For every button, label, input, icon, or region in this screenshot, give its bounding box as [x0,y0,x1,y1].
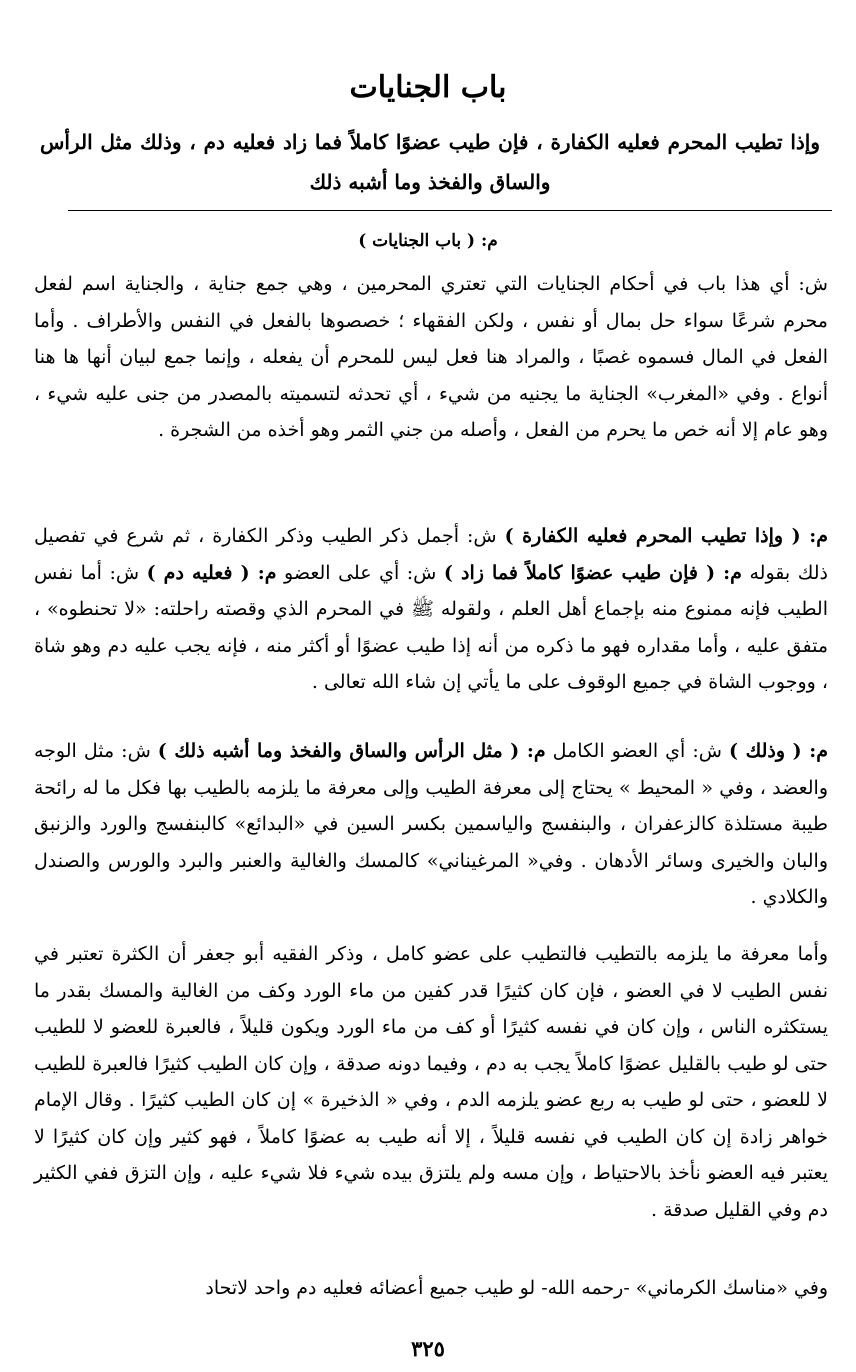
commentary-text: ش: مثل الوجه والعضد ، وفي « المحيط » يحتاج إلى معرفة الطيب وإلى معرفة ما يلزمه بالطيب بها فكل ما له رائحة طيبة مستلذة كالزعفران ، والبنفسج والياسمين بكسر السين في «البدائع» كالبنفسج والورد والزنبق والبان والخيرى وسائر الأدهان . وفي« المرغيناني» كالمسك والغالية والعنبر والبرد والورس والصندل والكلادي . [34,740,828,908]
matn-quote: م: ( فإن طيب عضوًا كاملاً فما زاد ) [443,561,742,584]
commentary-paragraph-5: وفي «مناسك الكرماني» -رحمه الله- لو طيب جميع أعضائه فعليه دم واحد لاتحاد [205,1277,828,1299]
chapter-title: باب الجنايات [349,70,507,105]
matn-quote: م: ( فعليه دم ) [146,561,277,584]
matn-quote: م: ( وذلك ) [729,740,829,762]
commentary-paragraph-3 [34,733,828,916]
commentary-text: ش: أجمل ذكر الطيب وذكر الكفارة ، ثم شرع في تفصيل ذلك بقوله [34,525,828,584]
commentary-paragraph-2 [34,518,828,701]
commentary-text: ش: أي العضو الكامل [545,740,729,762]
matn-text: وإذا تطيب المحرم فعليه الكفارة ، فإن طيب عضوًا كاملاً فما زاد فعليه دم ، وذلك مثل الرأس والساق والفخذ وما أشبه ذلك [40,130,820,194]
commentary-text: ش: أي على العضو [276,561,444,584]
matn-quote: م: ( وإذا تطيب المحرم فعليه الكفارة ) [504,525,828,547]
divider-line [68,210,832,211]
matn-quote: م: ( مثل الرأس والساق والفخذ وما أشبه ذلك ) [157,740,546,762]
page-number: ٣٢٥ [411,1336,445,1361]
sub-heading: م: ( باب الجنايات ) [358,231,498,251]
commentary-text: ش: أما نفس الطيب فإنه ممنوع منه بإجماع أهل العلم ، ولقوله ﷺ في المحرم الذي وقصته راحلته: «لا تحنطوه» ، متفق عليه ، وأما مقداره فهو ما ذكره من أنه إذا طيب عضوًا أو أكثر منه ، فإنه يجب عليه دم وهو شاة ، ووجوب الشاة في جميع الوقوف على ما يأتي إن شاء الله تعالى . [34,561,828,693]
commentary-paragraph-4: وأما معرفة ما يلزمه بالتطيب فالتطيب على عضو كامل ، وذكر الفقيه أبو جعفر أن الكثرة تعتبر في نفس الطيب لا في العضو ، فإن كان كثيرًا قدر كفين من ماء الورد وكف من الغالية والمسك بقدر ما يستكثره الناس ، وإن كان في نفسه كثيرًا أو كف من ماء الورد ويكون قليلاً ، فالعبرة للعضو لا للطيب حتى لو طيب بالقليل عضوًا كاملاً يجب به دم ، وفيما دونه صدقة ، وإن كان الطيب كثيرًا فالعبرة للطيب لا للعضو ، حتى لو طيب به ربع عضو يلزمه الدم ، وفي « الذخيرة » إن كان الطيب كثيرًا . وقال الإمام خواهر زادة إن كان الطيب في نفسه قليلاً ، إلا أنه طيب به عضوًا كاملاً ، فهو كثير وإن كان كثيرًا لا يعتبر فيه العضو نأخذ بالاحتياط ، وإن مسه ولم يلتزق بيده شيء فلا شيء عليه ، وإن التزق ففي الكثير دم وفي القليل صدقة . [34,943,828,1221]
commentary-paragraph-1: ش: أي هذا باب في أحكام الجنايات التي تعتري المحرمين ، وهي جمع جناية ، والجناية اسم لفعل محرم شرعًا سواء حل بمال أو نفس ، ولكن الفقهاء ؛ خصصوها بالفعل في النفس والأطراف . وأما الفعل في المال فسموه غصبًا ، والمراد هنا فعل ليس للمحرم أن يفعله ، وإنما جمع لبيان أنها ها هنا أنواع . وفي «المغرب» الجناية ما يجنيه من شيء ، أي تحدثه لتسميته بالمصدر من جنى عليه شيء ، وهو عام إلا أنه خص ما يحرم من الفعل ، وأصله من جني الثمر وهو أخذه من الشجرة . [34,273,828,441]
